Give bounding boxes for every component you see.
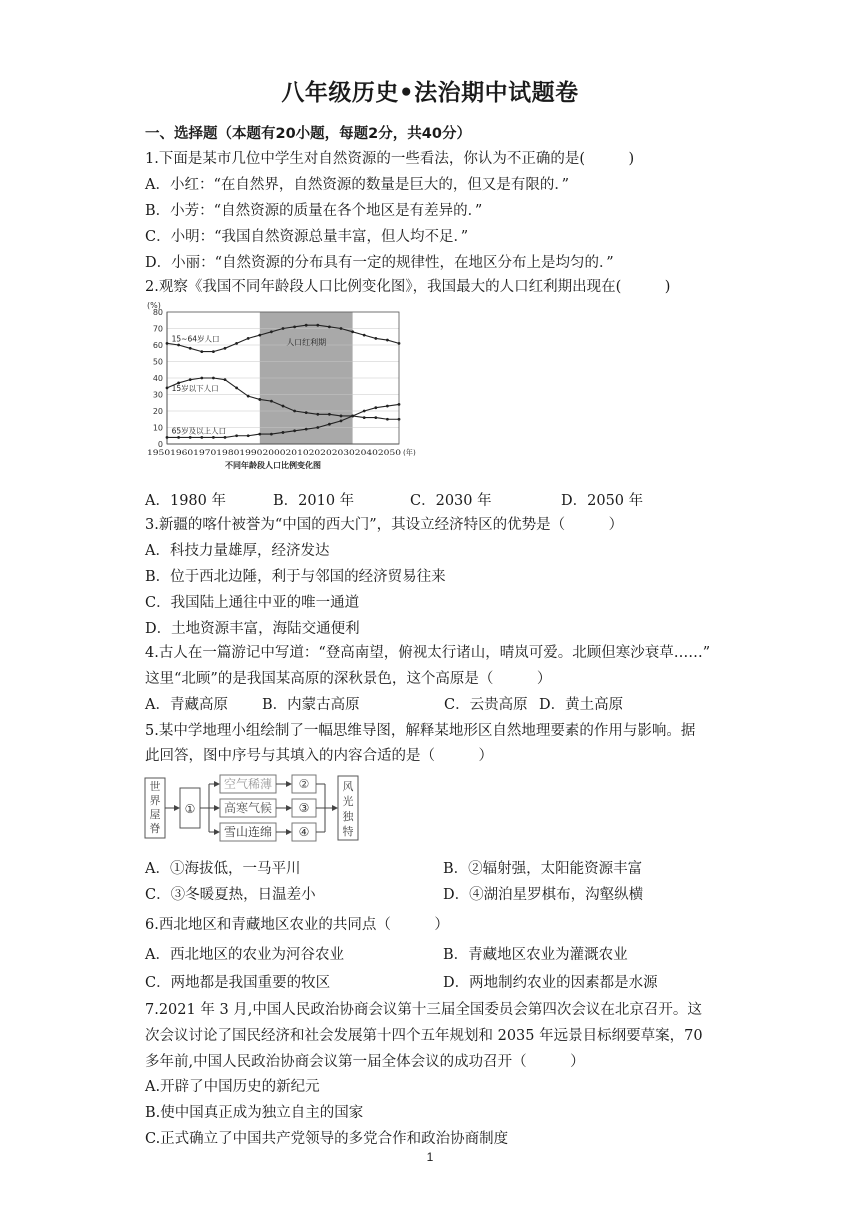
data-point bbox=[316, 426, 319, 429]
data-point bbox=[235, 434, 238, 437]
q2-option-d: D．2050 年 bbox=[561, 493, 644, 509]
data-point bbox=[258, 334, 261, 337]
data-point bbox=[212, 350, 215, 353]
y-tick-label: 80 bbox=[152, 308, 163, 317]
q3-option-b: B．位于西北边陲，利于与邻国的经济贸易往来 bbox=[145, 569, 446, 585]
q3-option-d: D．土地资源丰富，海陆交通便利 bbox=[145, 621, 360, 637]
data-point bbox=[270, 433, 273, 436]
q5-option-c: C．③冬暖夏热，日温差小 bbox=[145, 887, 316, 903]
q2-option-c: C．2030 年 bbox=[410, 493, 492, 509]
data-point bbox=[374, 406, 377, 409]
q3-option-a: A．科技力量雄厚，经济发达 bbox=[145, 543, 330, 559]
y-tick-label: 20 bbox=[152, 407, 163, 416]
series-label-working-age: 15~64岁人口 bbox=[171, 334, 220, 344]
data-point bbox=[386, 418, 389, 421]
shaded-region-label: 人口红利期 bbox=[286, 338, 327, 347]
diagram-out-4: ④ bbox=[298, 825, 310, 839]
data-point bbox=[374, 337, 377, 340]
question-2-stem: 2.观察《我国不同年龄段人口比例变化图》，我国最大的人口红利期出现在( ) bbox=[145, 279, 671, 295]
y-tick-label: 0 bbox=[157, 440, 163, 449]
data-point bbox=[340, 420, 343, 423]
data-point bbox=[258, 398, 261, 401]
data-point bbox=[270, 330, 273, 333]
data-point bbox=[177, 344, 180, 347]
data-point bbox=[247, 434, 250, 437]
data-point bbox=[363, 410, 366, 413]
x-tick-labels: 19501960197019801990200020102020203020402050 bbox=[147, 448, 402, 457]
data-point bbox=[386, 339, 389, 342]
data-point bbox=[398, 342, 401, 345]
data-point bbox=[363, 416, 366, 419]
diagram-mid-1: 空气稀薄 bbox=[223, 777, 273, 791]
data-point bbox=[328, 413, 331, 416]
question-7-stem-line1: 7.2021 年 3 月,中国人民政治协商会议第十三届全国委员会第四次会议在北京召开。这 bbox=[145, 1002, 702, 1018]
page-number: 1 bbox=[426, 1150, 434, 1164]
mind-map-diagram bbox=[143, 772, 368, 844]
data-point bbox=[200, 350, 203, 353]
q1-option-a: A．小红：“在自然界，自然资源的数量是巨大的，但又是有限的．” bbox=[145, 177, 570, 193]
data-point bbox=[224, 378, 227, 381]
data-point bbox=[200, 377, 203, 380]
data-point bbox=[282, 327, 285, 330]
question-6-stem: 6.西北地区和青藏地区农业的共同点（ ） bbox=[145, 917, 449, 933]
y-axis-label: (%) bbox=[147, 301, 161, 310]
question-1-stem: 1.下面是某市几位中学生对自然资源的一些看法，你认为不正确的是( ) bbox=[145, 151, 635, 167]
data-point bbox=[200, 436, 203, 439]
diagram-left-char-3: 屋 bbox=[149, 808, 161, 821]
series-label-over-65: 65岁及以上人口 bbox=[171, 426, 227, 436]
y-tick-label: 10 bbox=[152, 423, 163, 433]
question-3-stem: 3.新疆的喀什被誉为“中国的西大门”，其设立经济特区的优势是（ ） bbox=[145, 517, 624, 533]
data-point bbox=[316, 324, 319, 327]
q6-option-a: A．西北地区的农业为河谷农业 bbox=[145, 947, 344, 963]
data-point bbox=[212, 436, 215, 439]
data-point bbox=[212, 377, 215, 380]
q7-option-b: B.使中国真正成为独立自主的国家 bbox=[145, 1105, 364, 1121]
data-point bbox=[316, 413, 319, 416]
data-point bbox=[189, 436, 192, 439]
data-point bbox=[340, 327, 343, 330]
q5-option-d: D．④湖泊星罗棋布，沟壑纵横 bbox=[443, 887, 644, 903]
data-point bbox=[258, 433, 261, 436]
data-point bbox=[224, 436, 227, 439]
q4-option-d: D．黄土高原 bbox=[539, 697, 624, 713]
question-7-stem-line2: 次会议讨论了国民经济和社会发展第十四个五年规划和 2035 年远景目标纲要草案，70 bbox=[145, 1028, 703, 1044]
y-tick-label: 60 bbox=[152, 341, 163, 350]
data-point bbox=[235, 387, 238, 390]
chart-title: 不同年龄段人口比例变化图 bbox=[225, 461, 321, 470]
question-4-stem-line2: 这里“北顾”的是我国某高原的深秋景色，这个高原是（ ） bbox=[145, 671, 552, 687]
diagram-out-3: ③ bbox=[298, 801, 310, 815]
question-4-stem-line1: 4.古人在一篇游记中写道：“登高南望，俯视太行诸山，晴岚可爱。北顾但寒沙衰草……” bbox=[145, 645, 711, 661]
data-point bbox=[189, 347, 192, 350]
data-point bbox=[293, 325, 296, 328]
data-point bbox=[305, 411, 308, 414]
data-point bbox=[351, 415, 354, 418]
data-point bbox=[293, 410, 296, 413]
data-point bbox=[270, 400, 273, 403]
q5-option-a: A．①海拔低，一马平川 bbox=[145, 861, 301, 877]
diagram-left-char-1: 世 bbox=[149, 780, 161, 793]
data-point bbox=[386, 405, 389, 408]
data-point bbox=[328, 423, 331, 426]
q4-option-c: C．云贵高原 bbox=[444, 697, 528, 713]
data-point bbox=[351, 330, 354, 333]
population-chart bbox=[143, 298, 433, 478]
q6-option-d: D．两地制约农业的因素都是水源 bbox=[443, 975, 658, 991]
data-point bbox=[282, 405, 285, 408]
diagram-num-1: ① bbox=[184, 802, 196, 816]
y-tick-label: 30 bbox=[152, 390, 163, 400]
q6-option-b: B．青藏地区农业为灌溉农业 bbox=[443, 947, 628, 963]
data-point bbox=[166, 387, 169, 390]
diagram-mid-3: 雪山连绵 bbox=[223, 825, 273, 839]
data-point bbox=[235, 342, 238, 345]
data-point bbox=[398, 418, 401, 421]
data-point bbox=[305, 324, 308, 327]
q4-option-b: B．内蒙古高原 bbox=[262, 697, 360, 713]
data-point bbox=[374, 416, 377, 419]
q4-option-a: A．青藏高原 bbox=[145, 697, 228, 713]
data-point bbox=[363, 334, 366, 337]
data-point bbox=[247, 395, 250, 398]
x-axis-label: (年) bbox=[403, 448, 416, 457]
y-tick-label: 50 bbox=[152, 357, 163, 367]
question-5-stem-line2: 此回答，图中序号与其填入的内容合适的是（ ） bbox=[145, 748, 493, 764]
data-point bbox=[189, 378, 192, 381]
data-point bbox=[224, 347, 227, 350]
data-point bbox=[282, 431, 285, 434]
exam-title: 八年级历史•法治期中试题卷 bbox=[281, 80, 579, 106]
data-point bbox=[177, 436, 180, 439]
q1-option-d: D．小丽：“自然资源的分布具有一定的规律性，在地区分布上是均匀的．” bbox=[145, 255, 614, 271]
diagram-right-char-1: 风 bbox=[342, 780, 354, 793]
series-label-under-15: 15岁以下人口 bbox=[171, 384, 219, 394]
q1-option-b: B．小芳：“自然资源的质量在各个地区是有差异的．” bbox=[145, 203, 483, 219]
data-point bbox=[340, 415, 343, 418]
diagram-left-char-4: 脊 bbox=[149, 822, 161, 835]
data-point bbox=[166, 436, 169, 439]
data-point bbox=[305, 428, 308, 431]
data-point bbox=[247, 337, 250, 340]
diagram-left-char-2: 界 bbox=[149, 794, 161, 807]
q6-option-c: C．两地都是我国重要的牧区 bbox=[145, 975, 331, 991]
diagram-mid-2: 高寒气候 bbox=[223, 801, 273, 815]
y-tick-label: 40 bbox=[152, 374, 163, 383]
diagram-out-2: ② bbox=[298, 777, 310, 791]
q7-option-c: C.正式确立了中国共产党领导的多党合作和政治协商制度 bbox=[145, 1131, 509, 1147]
q2-option-a: A．1980 年 bbox=[145, 493, 226, 509]
diagram-right-char-4: 特 bbox=[342, 825, 354, 838]
data-point bbox=[293, 429, 296, 432]
data-point bbox=[166, 342, 169, 345]
diagram-right-char-3: 独 bbox=[342, 810, 354, 823]
q2-option-b: B．2010 年 bbox=[273, 493, 355, 509]
y-tick-label: 70 bbox=[152, 324, 163, 334]
q7-option-a: A.开辟了中国历史的新纪元 bbox=[145, 1079, 320, 1095]
question-7-stem-line3: 多年前,中国人民政治协商会议第一届全体会议的成功召开（ ） bbox=[145, 1054, 585, 1070]
q5-option-b: B．②辐射强，太阳能资源丰富 bbox=[443, 861, 643, 877]
section-heading: 一、选择题（本题有20小题，每题2分，共40分） bbox=[145, 126, 471, 142]
data-point bbox=[328, 325, 331, 328]
q3-option-c: C．我国陆上通往中亚的唯一通道 bbox=[145, 595, 360, 611]
question-5-stem-line1: 5.某中学地理小组绘制了一幅思维导图，解释某地形区自然地理要素的作用与影响。据 bbox=[145, 723, 696, 739]
q1-option-c: C．小明：“我国自然资源总量丰富，但人均不足．” bbox=[145, 229, 469, 245]
diagram-right-char-2: 光 bbox=[342, 795, 354, 808]
data-point bbox=[398, 403, 401, 406]
